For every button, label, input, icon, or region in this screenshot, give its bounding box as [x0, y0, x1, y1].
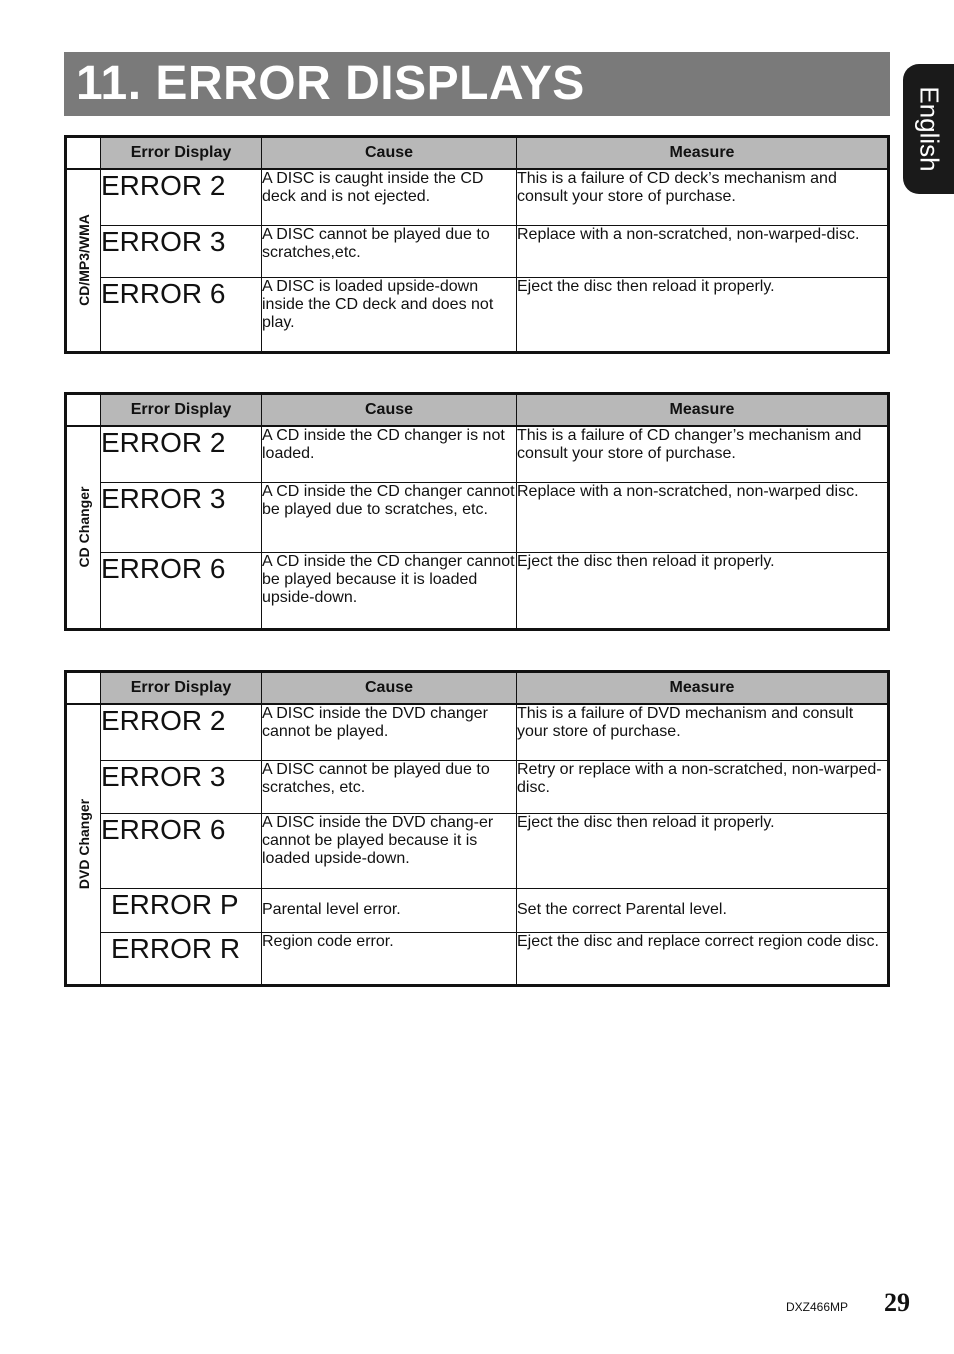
- section-label: DVD Changer: [75, 799, 92, 890]
- table-row: [66, 704, 889, 760]
- section-label-cell: [66, 704, 101, 985]
- language-tab-label: English: [914, 86, 944, 172]
- error-cause: A CD inside the CD changer is not loaded.: [262, 426, 517, 482]
- error-cause: A CD inside the CD changer cannot be played due to scratches, etc.: [262, 482, 517, 552]
- error-measure: This is a failure of CD changer’s mechanism and consult your store of purchase.: [517, 426, 889, 482]
- table-header-row: [66, 394, 889, 427]
- error-measure: This is a failure of CD deck’s mechanism and consult your store of purchase.: [517, 169, 889, 225]
- error-measure: Replace with a non-scratched, non-warped-disc.: [517, 225, 889, 277]
- header-error-display: Error Display: [101, 672, 262, 705]
- table-row: [66, 482, 889, 552]
- error-cause: A DISC is caught inside the CD deck and is not ejected.: [262, 169, 517, 225]
- error-table-cd-mp3-wma: [64, 135, 890, 354]
- error-cause: A CD inside the CD changer cannot be played because it is loaded upside-down.: [262, 552, 517, 629]
- table-row: [66, 888, 889, 932]
- error-code: ERROR 3: [101, 225, 262, 277]
- error-code: ERROR 2: [101, 169, 262, 225]
- error-table-dvd-changer: [64, 670, 890, 987]
- table-row: [66, 277, 889, 352]
- table-row: [66, 426, 889, 482]
- error-cause: Parental level error.: [262, 888, 517, 932]
- error-code: ERROR R: [101, 932, 262, 985]
- error-code: ERROR 6: [101, 552, 262, 629]
- header-measure: Measure: [517, 394, 889, 427]
- header-blank-cell: [66, 394, 101, 427]
- title-bar: [64, 52, 890, 116]
- error-code: ERROR 2: [101, 704, 262, 760]
- table-row: [66, 169, 889, 225]
- error-code: ERROR P: [101, 888, 262, 932]
- error-measure: Retry or replace with a non-scratched, non-warped-disc.: [517, 760, 889, 813]
- error-cause: A DISC inside the DVD changer cannot be played.: [262, 704, 517, 760]
- error-code: ERROR 6: [101, 813, 262, 888]
- header-error-display: Error Display: [101, 137, 262, 170]
- page-title: 11. ERROR DISPLAYS: [76, 57, 585, 110]
- error-code: ERROR 2: [101, 426, 262, 482]
- header-blank-cell: [66, 672, 101, 705]
- error-cause: A DISC is loaded upside-down inside the CD deck and does not play.: [262, 277, 517, 352]
- error-code: ERROR 3: [101, 760, 262, 813]
- header-cause: Cause: [262, 672, 517, 705]
- error-cause: Region code error.: [262, 932, 517, 985]
- header-cause: Cause: [262, 137, 517, 170]
- header-cause: Cause: [262, 394, 517, 427]
- error-measure: Eject the disc then reload it properly.: [517, 277, 889, 352]
- error-measure: This is a failure of DVD mechanism and consult your store of purchase.: [517, 704, 889, 760]
- error-code: ERROR 6: [101, 277, 262, 352]
- error-code: ERROR 3: [101, 482, 262, 552]
- error-cause: A DISC cannot be played due to scratches, etc.: [262, 760, 517, 813]
- section-label: CD/MP3/WMA: [75, 214, 92, 307]
- table-row: [66, 225, 889, 277]
- error-table-cd-changer: [64, 392, 890, 631]
- table-row: [66, 552, 889, 629]
- error-measure: Eject the disc and replace correct region code disc.: [517, 932, 889, 985]
- header-blank-cell: [66, 137, 101, 170]
- section-label: CD Changer: [75, 486, 92, 568]
- header-error-display: Error Display: [101, 394, 262, 427]
- table-row: [66, 760, 889, 813]
- table-row: [66, 813, 889, 888]
- page-number: 29: [884, 1288, 910, 1317]
- table-row: [66, 932, 889, 985]
- error-measure: Set the correct Parental level.: [517, 888, 889, 932]
- model-number: DXZ466MP: [786, 1300, 849, 1314]
- table-header-row: [66, 672, 889, 705]
- section-label-cell: [66, 426, 101, 629]
- table-header-row: [66, 137, 889, 170]
- section-label-cell: [66, 169, 101, 352]
- language-tab: [903, 64, 954, 194]
- error-measure: Eject the disc then reload it properly.: [517, 813, 889, 888]
- error-measure: Eject the disc then reload it properly.: [517, 552, 889, 629]
- header-measure: Measure: [517, 137, 889, 170]
- error-cause: A DISC cannot be played due to scratches,etc.: [262, 225, 517, 277]
- error-measure: Replace with a non-scratched, non-warped disc.: [517, 482, 889, 552]
- header-measure: Measure: [517, 672, 889, 705]
- error-cause: A DISC inside the DVD chang-er cannot be played because it is loaded upside-down.: [262, 813, 517, 888]
